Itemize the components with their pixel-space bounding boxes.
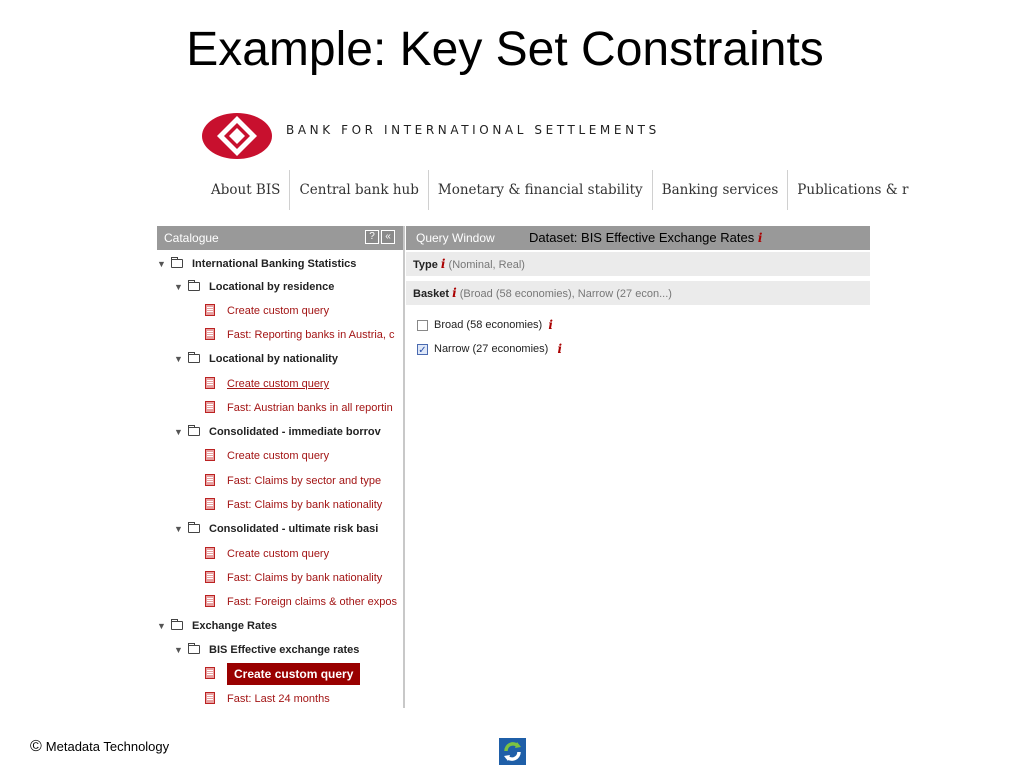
dataset-title — [529, 226, 762, 250]
query-header — [406, 226, 870, 250]
expand-arrow-icon[interactable]: ▼ — [174, 645, 183, 655]
tree-leaf-fast-query[interactable] — [205, 495, 382, 515]
folder-icon — [188, 524, 200, 533]
tree-leaf-fast-last-24-months[interactable] — [205, 689, 330, 709]
dimension-type-summary: (Nominal, Real) — [448, 259, 525, 271]
query-window — [406, 226, 870, 708]
dimension-basket-summary: (Broad (58 economies), Narrow (27 econ...) — [459, 288, 672, 300]
document-icon — [205, 401, 215, 413]
collapse-panel-icon[interactable]: « — [381, 230, 395, 244]
dimension-type-row[interactable] — [406, 252, 870, 276]
dimension-type-label: Type — [413, 259, 438, 271]
option-narrow-label: Narrow (27 economies) — [434, 343, 549, 355]
tree-folder-locational-residence[interactable] — [174, 277, 334, 297]
dimension-basket-label: Basket — [413, 288, 450, 300]
document-icon — [205, 692, 215, 704]
tree-leaf-fast-query[interactable] — [205, 398, 393, 418]
tree-folder-international-banking[interactable] — [157, 254, 356, 274]
footer-copyright — [30, 738, 169, 756]
tree-leaf-create-custom-query[interactable] — [205, 374, 329, 394]
tree-item-label: International Banking Statistics — [192, 258, 357, 270]
tree-folder-consolidated-ultimate[interactable] — [174, 519, 378, 539]
tree-folder-bis-effective-rates[interactable] — [174, 640, 359, 660]
folder-icon — [171, 259, 183, 268]
tree-folder-locational-nationality[interactable] — [174, 349, 338, 369]
info-icon[interactable]: i — [757, 231, 763, 245]
option-narrow[interactable] — [417, 341, 562, 357]
dataset-label: Dataset: BIS Effective Exchange Rates — [529, 230, 755, 245]
expand-arrow-icon[interactable]: ▼ — [174, 282, 183, 292]
option-broad[interactable] — [417, 317, 553, 333]
tree-item-label-selected: Create custom query — [227, 663, 360, 685]
nav-about-bis[interactable]: About BIS — [202, 170, 290, 210]
document-icon — [205, 449, 215, 461]
expand-arrow-icon[interactable]: ▼ — [174, 427, 183, 437]
tree-leaf-fast-query[interactable] — [205, 592, 397, 612]
expand-arrow-icon[interactable]: ▼ — [157, 621, 166, 631]
nav-monetary-financial-stability[interactable]: Monetary & financial stability — [429, 170, 653, 210]
catalogue-title: Catalogue — [164, 231, 219, 245]
tree-leaf-fast-query[interactable] — [205, 471, 381, 491]
document-icon — [205, 571, 215, 583]
tree-item-label: BIS Effective exchange rates — [209, 644, 360, 656]
bis-logo[interactable] — [201, 112, 273, 160]
tree-leaf-fast-query[interactable] — [205, 325, 395, 345]
panel-splitter[interactable] — [403, 226, 405, 708]
folder-icon — [188, 282, 200, 291]
tree-item-label: Exchange Rates — [192, 620, 277, 632]
option-broad-label: Broad (58 economies) — [434, 319, 543, 331]
tree-item-label: Locational by nationality — [209, 353, 338, 365]
tree-item-label: Fast: Austrian banks in all reportin — [227, 402, 393, 414]
document-icon — [205, 304, 215, 316]
tree-item-label: Create custom query — [227, 305, 330, 317]
tree-item-label: Fast: Claims by sector and type — [227, 475, 382, 487]
checkbox-broad[interactable] — [417, 320, 428, 331]
expand-arrow-icon[interactable]: ▼ — [174, 354, 183, 364]
slide-title: Example: Key Set Constraints — [186, 23, 824, 76]
document-icon — [205, 498, 215, 510]
tree-item-label: Create custom query — [227, 450, 330, 462]
document-icon — [205, 547, 215, 559]
catalogue-header — [157, 226, 403, 250]
nav-central-bank-hub[interactable]: Central bank hub — [290, 170, 428, 210]
tree-item-label: Create custom query — [227, 378, 330, 390]
tree-item-label: Fast: Claims by bank nationality — [227, 572, 383, 584]
folder-icon — [188, 427, 200, 436]
help-icon[interactable]: ? — [365, 230, 379, 244]
catalogue-panel — [157, 226, 403, 708]
copyright-symbol: © — [30, 738, 42, 755]
info-icon[interactable]: i — [440, 257, 446, 271]
nav-publications[interactable]: Publications & r — [797, 182, 909, 198]
tree-item-label: Consolidated - immediate borrov — [209, 426, 381, 438]
dimension-basket-row[interactable] — [406, 281, 870, 305]
footer-text: Metadata Technology — [45, 739, 170, 754]
tree-item-label: Consolidated - ultimate risk basi — [209, 523, 379, 535]
expand-arrow-icon[interactable]: ▼ — [174, 524, 183, 534]
tree-leaf-create-custom-query-selected[interactable] — [205, 664, 360, 684]
metadata-technology-logo — [499, 738, 526, 765]
tree-item-label: Fast: Last 24 months — [227, 693, 330, 705]
tree-leaf-create-custom-query[interactable] — [205, 446, 329, 466]
tree-item-label: Locational by residence — [209, 281, 335, 293]
info-icon[interactable]: i — [452, 286, 457, 300]
document-icon — [205, 328, 215, 340]
folder-icon — [171, 621, 183, 630]
bank-name: BANK FOR INTERNATIONAL SETTLEMENTS — [286, 123, 660, 137]
tree-item-label: Fast: Claims by bank nationality — [227, 499, 383, 511]
tree-item-label: Fast: Reporting banks in Austria, c — [227, 329, 395, 341]
tree-item-label: Fast: Foreign claims & other expos — [227, 596, 397, 608]
folder-icon — [188, 645, 200, 654]
tree-folder-consolidated-immediate[interactable] — [174, 422, 381, 442]
top-navigation — [202, 170, 909, 210]
expand-arrow-icon[interactable]: ▼ — [157, 259, 166, 269]
info-icon[interactable]: i — [557, 342, 563, 356]
document-icon — [205, 595, 215, 607]
folder-icon — [188, 354, 200, 363]
document-icon — [205, 377, 215, 389]
query-window-title: Query Window — [416, 231, 495, 245]
document-icon — [205, 474, 215, 486]
tree-item-label: Create custom query — [227, 548, 330, 560]
checkbox-narrow[interactable]: ✓ — [418, 344, 427, 356]
document-icon — [205, 667, 215, 679]
nav-banking-services[interactable]: Banking services — [653, 170, 789, 210]
tree-leaf-create-custom-query[interactable] — [205, 301, 329, 321]
tree-folder-exchange-rates[interactable] — [157, 616, 277, 636]
tree-leaf-create-custom-query[interactable] — [205, 544, 329, 564]
info-icon[interactable]: i — [548, 318, 553, 332]
tree-leaf-fast-query[interactable] — [205, 568, 382, 588]
